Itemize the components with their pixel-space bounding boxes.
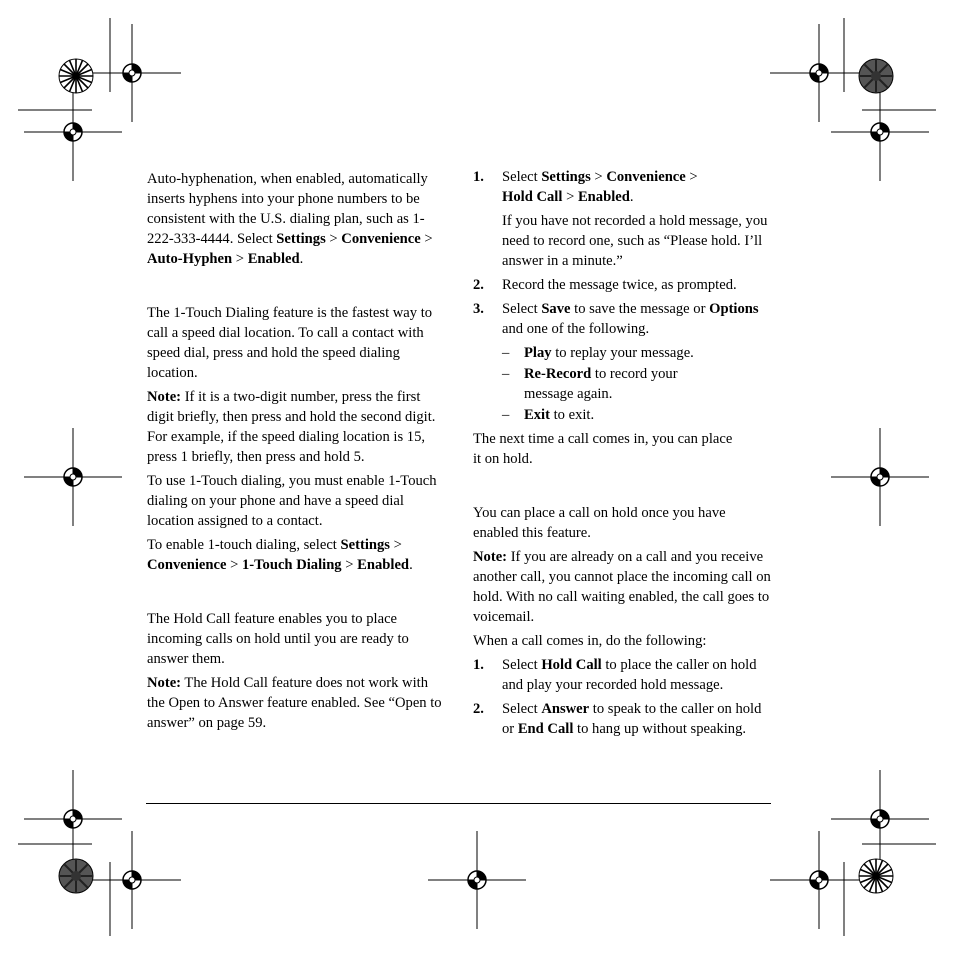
hold-call-note: Note: The Hold Call feature does not work with the Open to Answer feature enabled. See “Open to answer” on page 59. [147, 675, 442, 731]
step-item: 3. Select Save to save the message or Options and one of the following. [473, 301, 759, 337]
menu-answer: Answer [541, 701, 590, 717]
menu-enabled: Enabled [577, 189, 630, 205]
auto-hyphen-paragraph: Auto-hyphenation, when enabled, automatically inserts hyphens into your phone numbers to be consistent with the U.S. dialing plan, such as 1-222-333-4444. Select Settings > Convenience > Auto-Hyphen > Enabled. [147, 171, 433, 267]
note-label: Note: [147, 389, 182, 405]
menu-convenience: Convenience [341, 231, 421, 247]
step-number: 3. [473, 301, 484, 317]
menu-auto-hyphen: Auto-Hyphen [147, 251, 233, 267]
option-item: – Play to replay your message. [502, 345, 694, 361]
menu-convenience: Convenience [606, 169, 686, 185]
menu-enabled: Enabled [357, 557, 410, 573]
right-column [473, 167, 773, 743]
left-column [147, 169, 447, 737]
menu-hold-call: Hold Call [541, 657, 602, 673]
step-sub-paragraph: If you have not recorded a hold message, you need to record one, such as “Please hold. I’ll answer in a minute.” [502, 213, 768, 269]
menu-settings: Settings [276, 231, 326, 247]
menu-one-touch-dialing: 1-Touch Dialing [241, 557, 342, 573]
hold-call-intro: The Hold Call feature enables you to place incoming calls on hold until you are ready to answer them. [147, 611, 409, 667]
menu-settings: Settings [541, 169, 591, 185]
section-gap [147, 273, 447, 303]
placing-intro: You can place a call on hold once you have enabled this feature. [473, 505, 726, 541]
step-number: 2. [473, 701, 484, 717]
step-number: 1. [473, 657, 484, 673]
option-item: – Exit to exit. [502, 407, 595, 423]
after-steps-paragraph: The next time a call comes in, you can place it on hold. [473, 431, 733, 467]
one-touch-note: Note: If it is a two-digit number, press the first digit briefly, then press and hold the second digit. For example, if the speed dialing location is 15, press 1 briefly, then press and hold 5. [147, 389, 436, 465]
step-number: 2. [473, 277, 484, 293]
step-item: 2. Select Answer to speak to the caller on hold or End Call to hang up without speaking. [473, 701, 762, 737]
one-touch-intro: The 1-Touch Dialing feature is the fastest way to call a speed dial location. To call a contact with speed dial, press and hold the speed dialing location. [147, 305, 433, 381]
note-label: Note: [473, 549, 508, 565]
menu-options: Options [709, 301, 759, 317]
menu-play: Play [524, 345, 552, 361]
one-touch-enable: To enable 1-touch dialing, select Settings > Convenience > 1-Touch Dialing > Enabled. [147, 537, 413, 573]
placing-note: Note: If you are already on a call and you receive another call, you cannot place the incoming call on hold. With no call waiting enabled, the call goes to voicemail. [473, 549, 771, 625]
menu-end-call: End Call [517, 721, 574, 737]
menu-settings: Settings [340, 537, 390, 553]
placing-instructions: When a call comes in, do the following: [473, 633, 707, 649]
menu-convenience: Convenience [147, 557, 227, 573]
step-number: 1. [473, 169, 484, 185]
option-item: – Re-Record to record your message again. [502, 366, 678, 402]
section-gap [147, 579, 447, 609]
menu-enabled: Enabled [247, 251, 300, 267]
footer-rule [146, 803, 771, 804]
menu-hold-call: Hold Call [502, 189, 563, 205]
one-touch-requirement: To use 1-Touch dialing, you must enable 1-Touch dialing on your phone and have a speed dial location assigned to a contact. [147, 473, 437, 529]
menu-exit: Exit [524, 407, 550, 423]
step-item: 1. Select Hold Call to place the caller on hold and play your recorded hold message. [473, 657, 757, 693]
step-item: 2. Record the message twice, as prompted. [473, 277, 737, 293]
section-gap [473, 473, 773, 503]
step-item: 1. Select Settings > Convenience > Hold Call > Enabled. [473, 169, 698, 205]
menu-save: Save [541, 301, 571, 317]
note-label: Note: [147, 675, 182, 691]
menu-re-record: Re-Record [524, 366, 592, 382]
